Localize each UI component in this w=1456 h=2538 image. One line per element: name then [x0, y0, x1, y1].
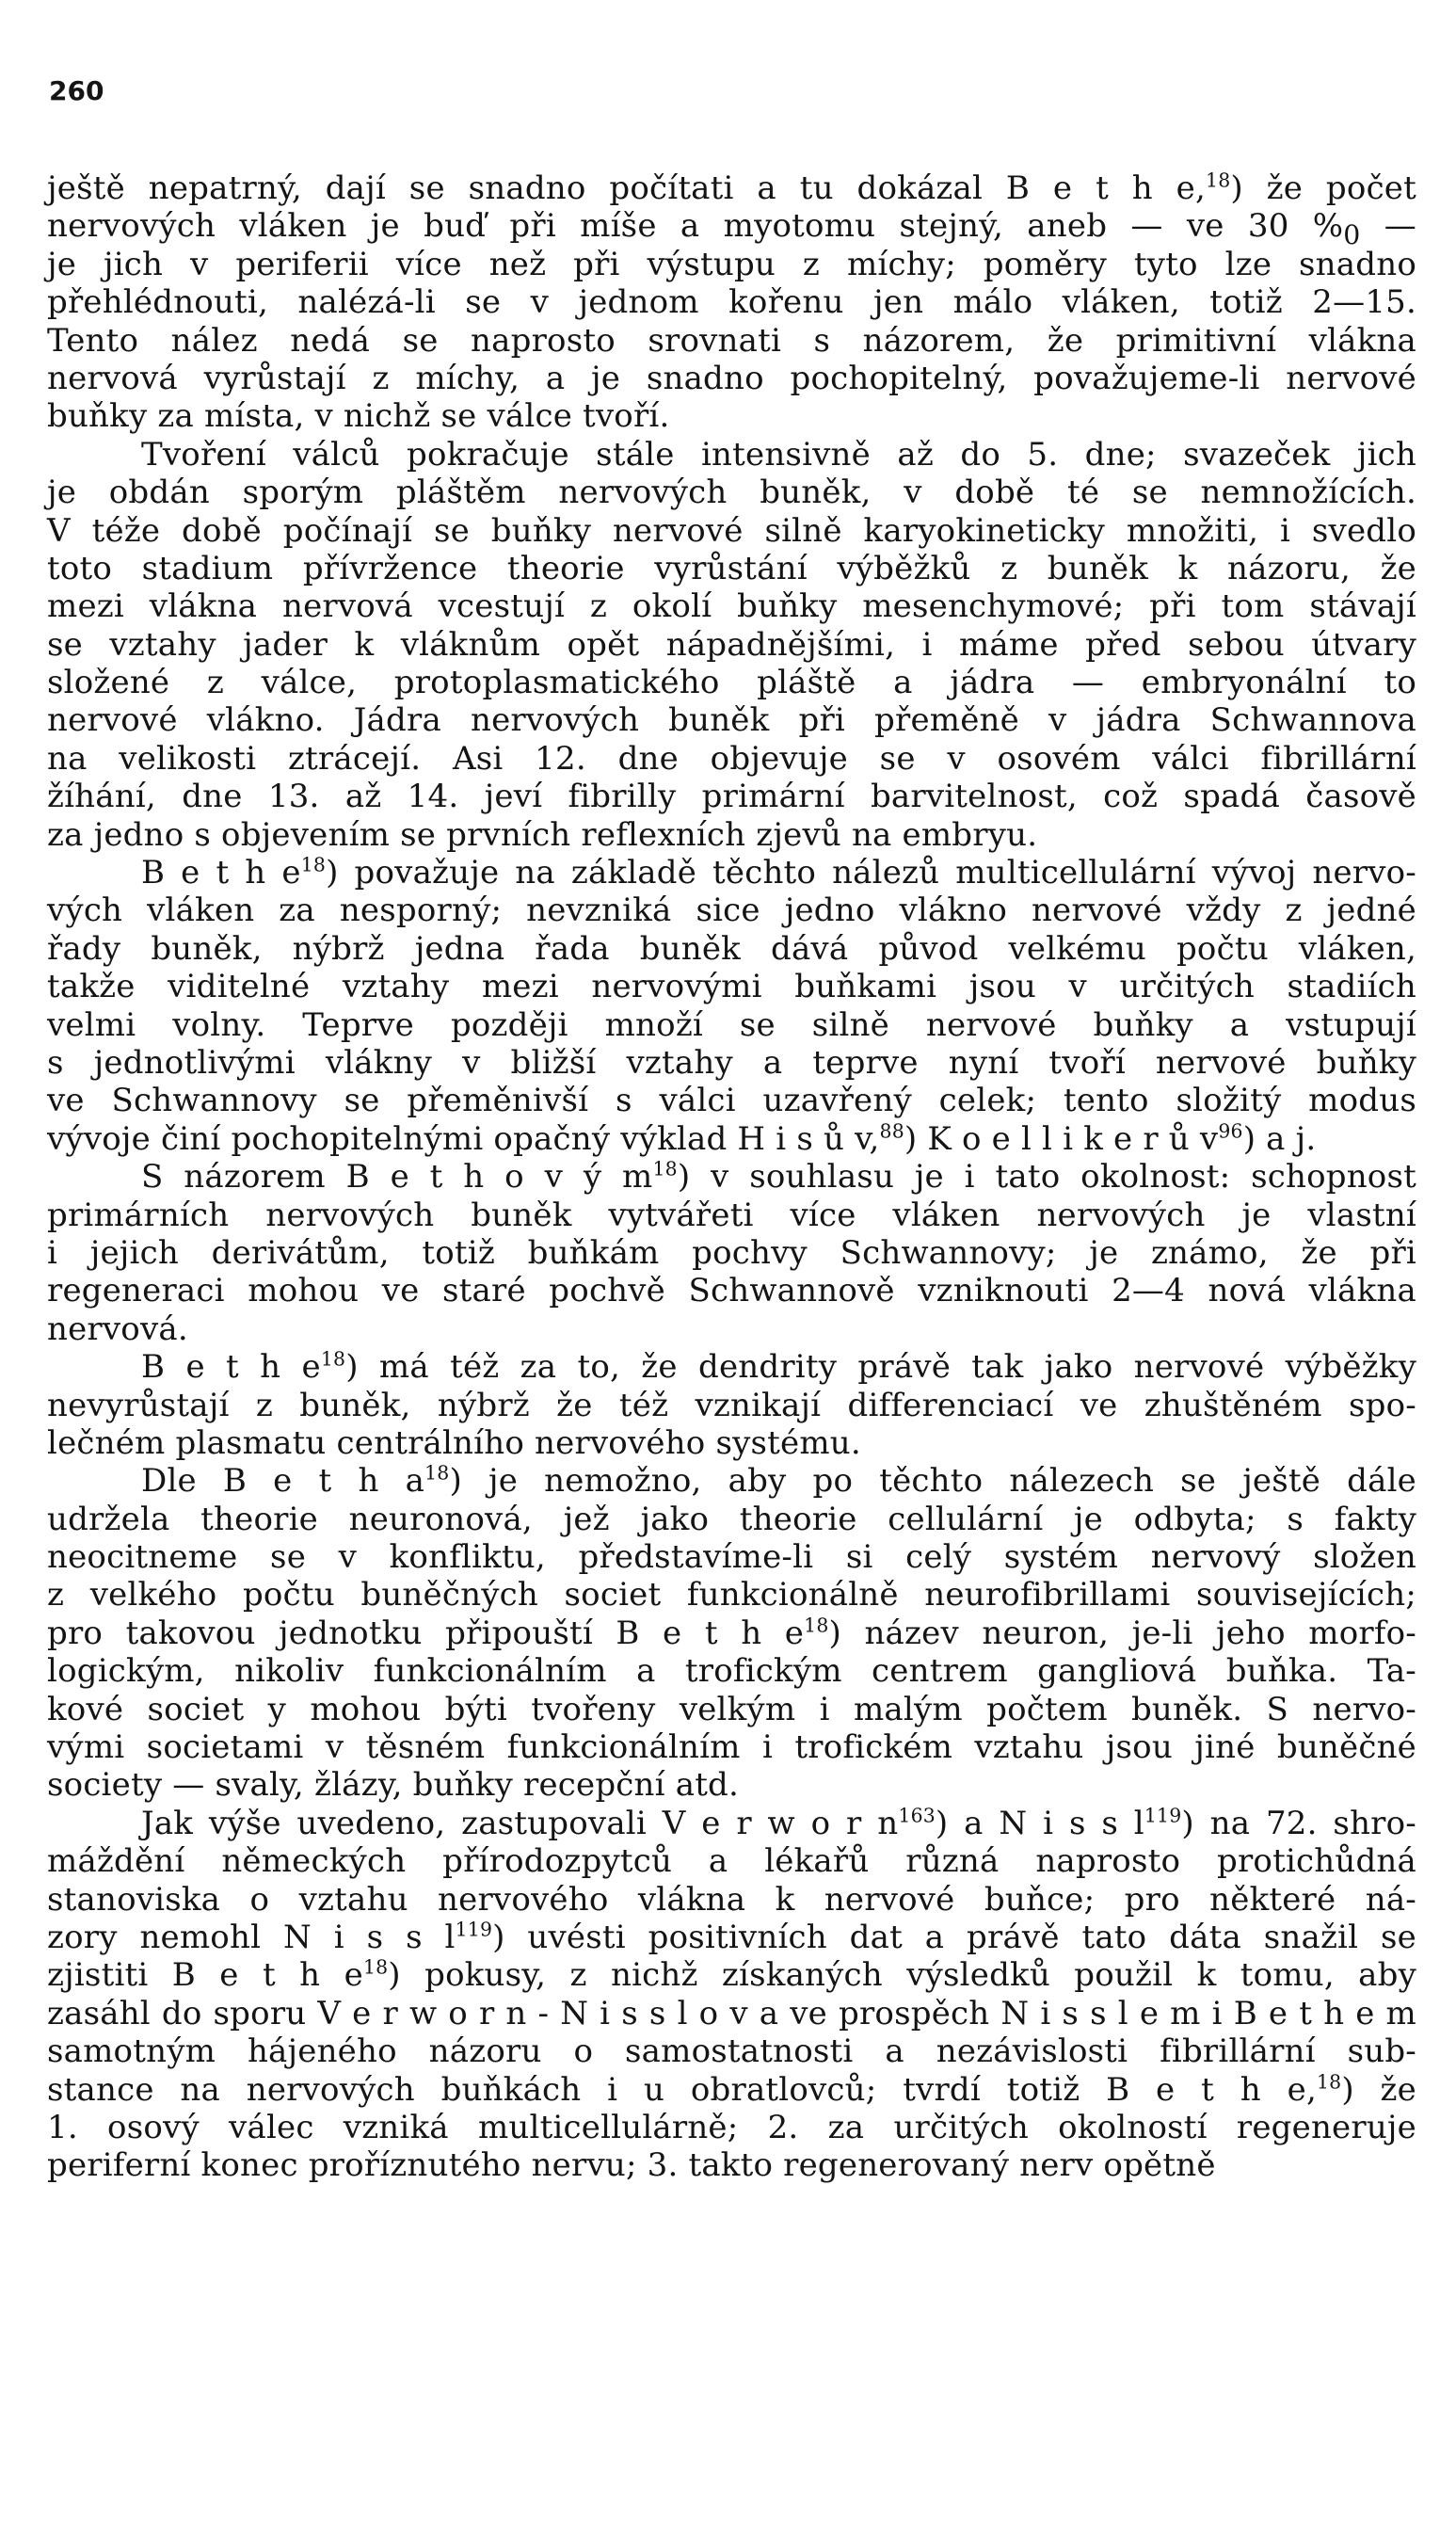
text-line: S názorem B e t h o v ý $m^{18}$) v souhlasu je i tato okolnost: schopnost [141, 1157, 1416, 1197]
text-line: je jich v periferii více než při výstupu z míchy; poměry tyto lze snadno [47, 245, 1416, 283]
paragraph [47, 854, 1416, 1158]
text-line: nervová vyrůstají z míchy, a je snadno pochopitelný, považujeme-li nervové [47, 359, 1416, 397]
text-line: s jednotlivými vlákny v bližší vztahy a teprve nyní tvoří nervové buňky [47, 1043, 1416, 1082]
text-line: i jejich derivátům, totiž buňkám pochvy Schwannovy; je známo, že při [47, 1233, 1416, 1272]
text-line: mezi vlákna nervová vcestují z okolí buňky mesenchymové; při tom stávají [47, 587, 1416, 626]
text-line: nervových vláken je buď při míše a myotomu stejný, aneb — ve 30 $\%_0$ — [47, 207, 1416, 251]
text-line: samotným háјeného názoru o samostatnosti a nezávislosti fibrillární sub- [47, 2032, 1416, 2071]
text-line: lečném plasmatu centrálního nervového systému. [47, 1423, 861, 1462]
text-line: složené z válce, protoplasmatického pláště a jádra — embryonální to [47, 664, 1416, 702]
text-line: 1. osový válec vzniká multicellulárně; 2. za určitých okolností regeneruje [47, 2108, 1416, 2146]
text-line: buňky za místa, v nichž se válce tvoří. [47, 397, 670, 436]
paragraph [47, 1348, 1416, 1462]
text-line: vými societami v těsném funkcionálním i trofickém vztahu jsou jiné buněčné [47, 1728, 1416, 1767]
text-line: zasáhl do sporu V e r w o r n - N i s s l o v a ve prospěch N i s s l e m i B e t h e m [47, 1994, 1416, 2032]
text-line: na velikosti ztrácejí. Asi 12. dne objevuje se v osovém válci fibrillární [47, 739, 1416, 778]
text-line: vých vláken za nesporný; nevzniká sice jedno vlákno nervové vždy z jedné [47, 892, 1416, 930]
text-line: nervová. [47, 1309, 188, 1348]
text-line: stanoviska o vztahu nervového vlákna k nervové buňce; pro některé ná- [47, 1880, 1416, 1919]
text-line: regeneraci mohou ve staré pochvě Schwannově vzniknouti 2—4 nová vlákna [47, 1272, 1416, 1310]
text-line: V téže době počínají se buňky nervové silně karyokineticky množiti, i svedlo [47, 511, 1416, 550]
text-line: zjistiti B e t h $e^{18}$) pokusy, z nichž získaných výsledků použil k tomu, aby [47, 1956, 1417, 1995]
text-line: stance na nervových buňkách i u obratlovců; tvrdí totiž B e t h e,$^{18}$) že [47, 2070, 1416, 2109]
text-line: se vztahy jader k vláknům opět nápadnějšími, i máme před sebou útvary [47, 625, 1416, 664]
text-line: Tvoření válců pokračuje stále intensivně až do 5. dne; svazeček jich [141, 435, 1416, 474]
text-line: je obdán sporým pláštěm nervových buněk, v době té se nemnožících. [47, 474, 1416, 512]
paragraph [47, 1805, 1416, 2185]
text-line: society — svaly, žlázy, buňky recepční atd. [47, 1766, 740, 1805]
text-line: za jedno s objevením se prvních reflexních zjevů na embryu. [47, 815, 1038, 854]
text-line: Tento nález nedá se naprosto srovnati s názorem, že primitivní vlákna [47, 321, 1416, 360]
text-line: primárních nervových buněk vytvářeti více vláken nervových je vlastní [47, 1196, 1416, 1234]
text-line: z velkého počtu buněčných societ funkcionálně neurofibrillami souvisejících; [47, 1576, 1416, 1614]
text-line: ve Schwannovy se přeměnivší s válci uzavřený celek; tento složitý modus [47, 1082, 1416, 1120]
text-line: toto stadium přívržence theorie vyrůstání výběžků z buněk k názoru, že [47, 549, 1416, 587]
text-line: ještě nepatrný, dají se snadno počítati a tu dokázal B e t h e,$^{18}$) že počet [47, 169, 1416, 207]
text-line: logickým, nikoliv funkcionálním a trofickým centrem gangliová buňka. Ta- [47, 1652, 1416, 1691]
text-line: Jak výše uvedeno, zastupovali V e r w o r $n^{163}$) a N i s s $l^{119}$) na 72. shro- [141, 1804, 1416, 1842]
text-line: kové societ y mohou býti tvořeny velkým i malým počtem buněk. S nervo- [47, 1690, 1416, 1728]
text-line: velmi volny. Teprve později množí se silně nervové buňky a vstupují [47, 1005, 1416, 1044]
text-line: máždění německých přírodozpytců a lékařů různá naprosto protichůdná [47, 1842, 1416, 1881]
text-line: neocitneme se v konfliktu, představíme-li si celý systém nervový složen [47, 1538, 1416, 1577]
paragraph [47, 436, 1416, 854]
page-number: 260 [49, 75, 104, 106]
text-line: udržela theorie neuronová, jež jako theorie cellulární je odbyta; s fakty [47, 1500, 1416, 1538]
text-line: B e t h $e^{18}$) považuje na základě těchto nálezů multicellulární vývoj nervo- [141, 853, 1416, 892]
text-line: řady buněk, nýbrž jedna řada buněk dává původ velkému počtu vláken, [47, 929, 1416, 968]
paragraph [47, 169, 1416, 436]
text-line: nervové vlákno. Jádra nervových buněk při přeměně v jádra Schwannova [47, 701, 1416, 740]
paragraph [47, 1462, 1416, 1805]
text-line: vývoje činí pochopitelnými opačný výklad H i s ů v,$^{88}$) K o e l l i k e r ů $v^{96}$) a j. [47, 1119, 1317, 1158]
text-line: zory nemohl N i s s $l^{119}$) uvésti positivních dat a právě tato dáta snažil se [47, 1918, 1416, 1956]
text-line: B e t h $e^{18}$) má též za to, že dendrity právě tak jako nervové výběžky [141, 1347, 1416, 1387]
text-line: nevyrůstají z buněk, nýbrž že též vznikají differenciací ve zhuštěném spo- [47, 1386, 1416, 1424]
text-line: periferní konec proříznutého nervu; 3. takto regenerovaný nerv opětně [47, 2146, 1216, 2185]
body-text [47, 169, 1416, 2185]
text-line: přehlédnouti, nalézá-li se v jednom kořenu jen málo vláken, totiž 2—15. [47, 283, 1416, 322]
text-line: Dle B e t h $a^{18}$) je nemožno, aby po těchto nálezech se ještě dále [141, 1461, 1416, 1501]
text-line: pro takovou jednotku připouští B e t h $e^{18}$) název neuron, je-li jeho morfo- [47, 1614, 1416, 1652]
text-line: takže viditelné vztahy mezi nervovými buňkami jsou v určitých stadiích [47, 968, 1416, 1006]
paragraph [47, 1158, 1416, 1348]
text-line: žíhání, dne 13. až 14. jeví fibrilly primární barvitelnost, což spadá časově [47, 778, 1416, 816]
